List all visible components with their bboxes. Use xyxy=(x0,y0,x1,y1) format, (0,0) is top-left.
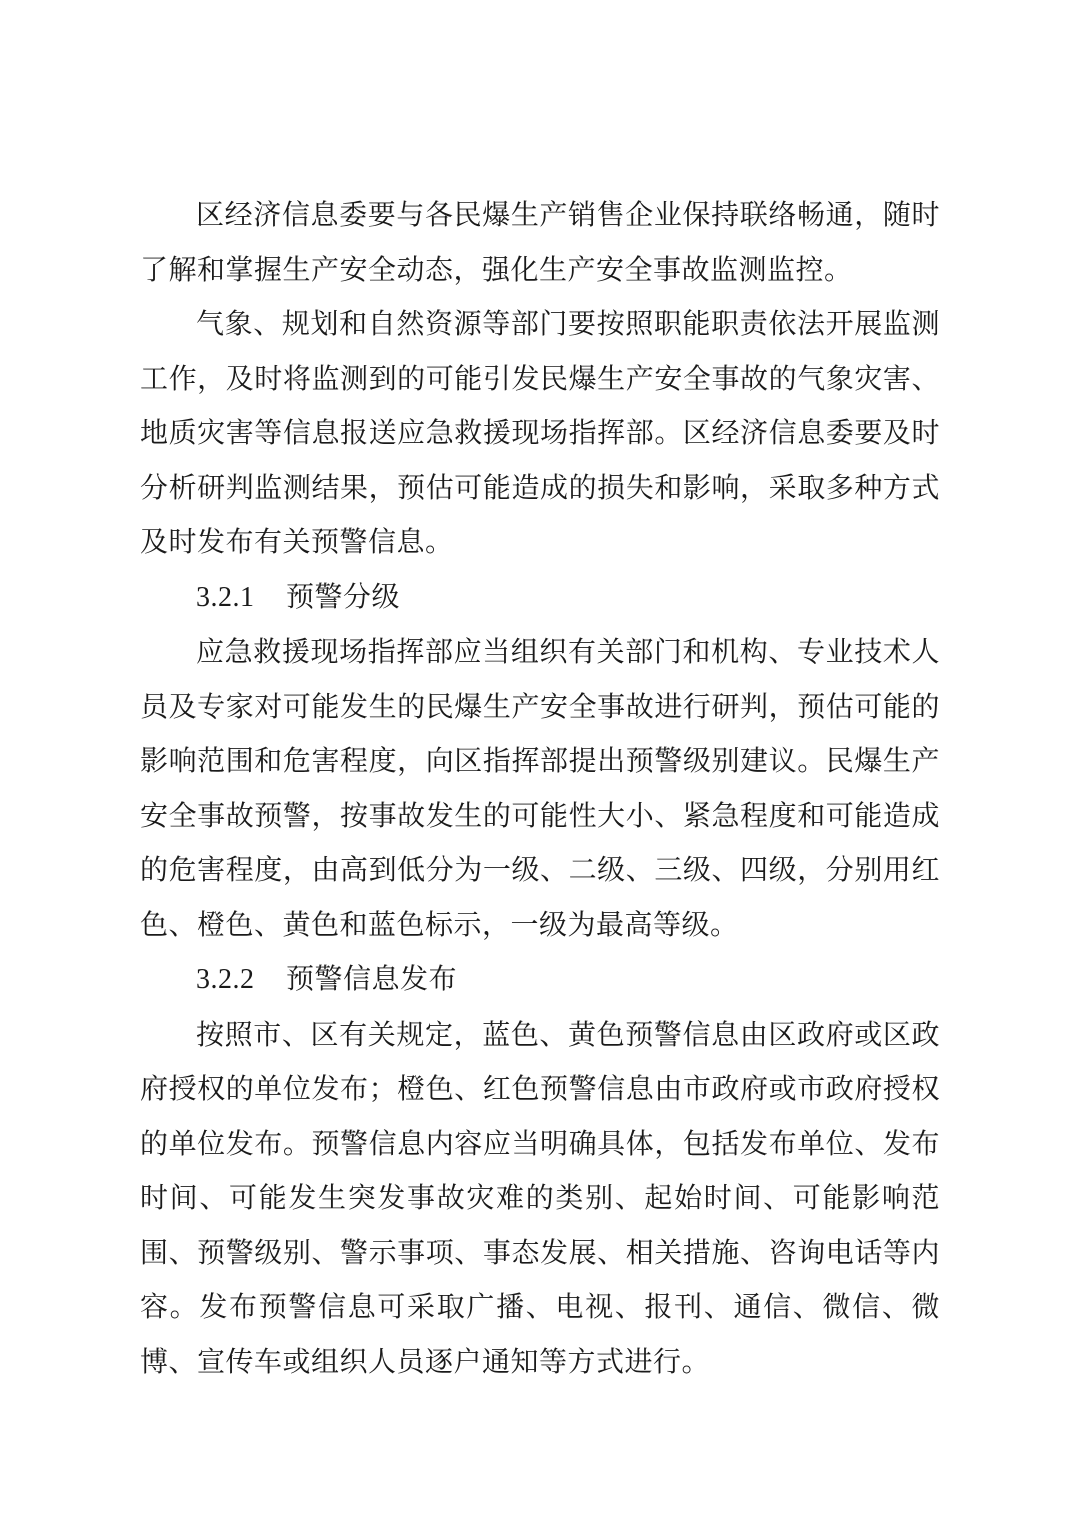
section-number: 3.2.1 xyxy=(196,581,255,613)
section-heading-warning-release xyxy=(140,952,940,1008)
paragraph-monitoring-departments: 气象、规划和自然资源等部门要按照职能职责依法开展监测工作，及时将监测到的可能引发民爆生产安全事故的气象灾害、地质灾害等信息报送应急救援现场指挥部。区经济信息委要及时分析研判监测结果，预估可能造成的损失和影响，采取多种方式及时发布有关预警信息。 xyxy=(140,307,940,558)
document-page xyxy=(140,188,940,1389)
section-number: 3.2.2 xyxy=(196,964,255,995)
section-title: 预警信息发布 xyxy=(286,962,458,995)
section-title: 预警分级 xyxy=(286,579,401,613)
paragraph-warning-release: 按照市、区有关规定，蓝色、黄色预警信息由区政府或区政府授权的单位发布；橙色、红色预警信息由市政府或市政府授权的单位发布。预警信息内容应当明确具体，包括发布单位、发布时间、可能发生突发事故灾难的类别、起始时间、可能影响范围、预警级别、警示事项、事态发展、相关措施、咨询电话等内容。发布预警信息可采取广播、电视、报刊、通信、微信、微博、宣传车或组织人员逐户通知等方式进行。 xyxy=(140,1017,940,1378)
paragraph-warning-levels: 应急救援现场指挥部应当组织有关部门和机构、专业技术人员及专家对可能发生的民爆生产安全事故进行研判，预估可能的影响范围和危害程度，向区指挥部提出预警级别建议。民爆生产安全事故预警，按事故发生的可能性大小、紧急程度和可能造成的危害程度，由高到低分为一级、二级、三级、四级，分别用红色、橙色、黄色和蓝色标示，一级为最高等级。 xyxy=(140,635,940,941)
section-heading-warning-levels xyxy=(140,570,940,626)
paragraph-monitoring-liaison: 区经济信息委要与各民爆生产销售企业保持联络畅通，随时了解和掌握生产安全动态，强化生产安全事故监测监控。 xyxy=(140,198,940,286)
